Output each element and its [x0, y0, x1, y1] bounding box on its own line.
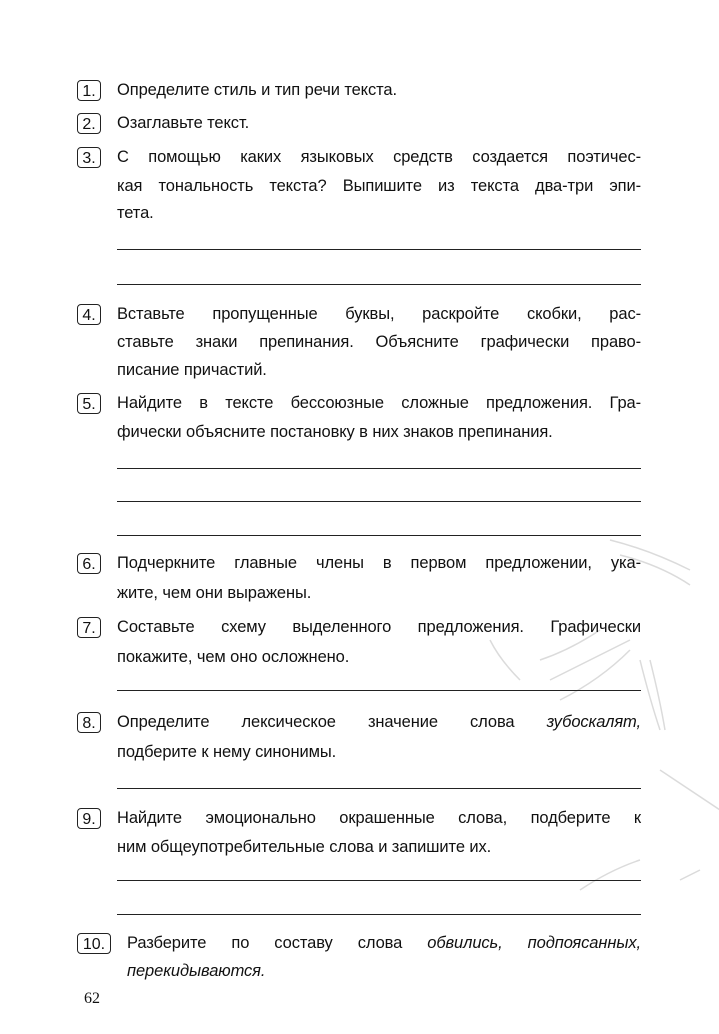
task-text: перекидываются.	[127, 962, 266, 980]
task-text: ним общеупотребительные слова и запишите их.	[117, 838, 492, 856]
task-text: Определите стиль и тип речи текста.	[117, 81, 397, 99]
answer-line[interactable]	[117, 468, 641, 469]
task-text: Озаглавьте текст.	[117, 114, 250, 132]
answer-line[interactable]	[117, 788, 641, 789]
task-number-box: 1.	[77, 80, 101, 101]
task-text	[127, 932, 641, 954]
task-number-box: 8.	[77, 712, 101, 733]
task-number-box: 6.	[77, 553, 101, 574]
task-number-box: 5.	[77, 393, 101, 414]
task-text: С помощью каких языковых средств создается поэтичес-	[117, 148, 641, 166]
task-number-box: 10.	[77, 933, 111, 954]
task-text: ставьте знаки препинания. Объясните графически право-	[117, 333, 641, 351]
task-number-box: 3.	[77, 147, 101, 168]
task-text: Найдите в тексте бессоюзные сложные предложения. Гра-	[117, 394, 641, 412]
task-text-plain: Определите лексическое значение слова	[117, 713, 515, 731]
task-number-box: 7.	[77, 617, 101, 638]
task-text: Найдите эмоционально окрашенные слова, подберите к	[117, 809, 641, 827]
page-number: 62	[84, 990, 100, 1007]
task-italic-word: зубоскалят,	[546, 713, 641, 731]
task-number-box: 2.	[77, 113, 101, 134]
answer-line[interactable]	[117, 690, 641, 691]
answer-line[interactable]	[117, 284, 641, 285]
task-text: кая тональность текста? Выпишите из текста два-три эпи-	[117, 177, 641, 195]
task-text: писание причастий.	[117, 361, 267, 379]
task-text: покажите, чем оно осложнено.	[117, 648, 350, 666]
answer-line[interactable]	[117, 535, 641, 536]
task-text	[117, 711, 641, 733]
task-text-plain: Разберите по составу слова	[127, 934, 403, 952]
answer-line[interactable]	[117, 880, 641, 881]
task-text: Составьте схему выделенного предложения. Графически	[117, 618, 641, 636]
task-text: тета.	[117, 204, 154, 222]
answer-line[interactable]	[117, 914, 641, 915]
answer-line[interactable]	[117, 501, 641, 502]
task-text: Вставьте пропущенные буквы, раскройте скобки, рас-	[117, 305, 641, 323]
task-text: фически объясните постановку в них знаков препинания.	[117, 423, 553, 441]
task-text: Подчеркните главные члены в первом предложении, ука-	[117, 554, 641, 572]
task-number-box: 4.	[77, 304, 101, 325]
task-text: жите, чем они выражены.	[117, 584, 312, 602]
task-number-box: 9.	[77, 808, 101, 829]
task-italic-word: обвились, подпоясанных,	[427, 934, 641, 952]
answer-line[interactable]	[117, 249, 641, 250]
task-text: подберите к нему синонимы.	[117, 743, 337, 761]
